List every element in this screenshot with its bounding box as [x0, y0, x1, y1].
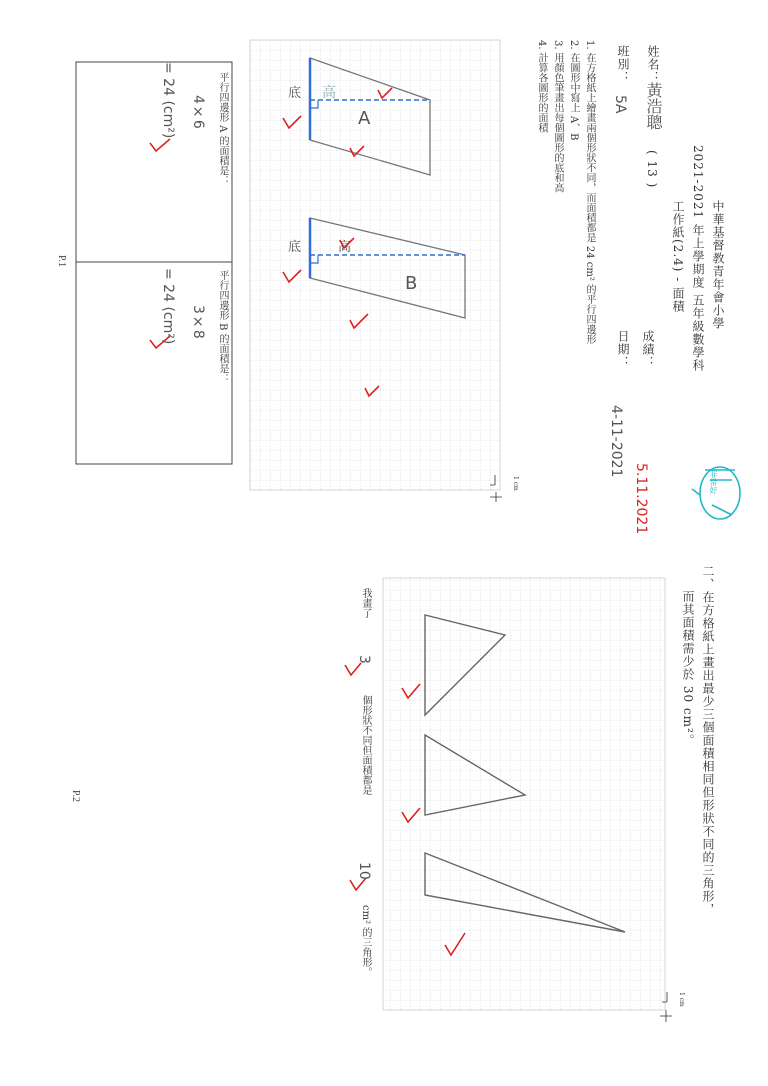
class-number: ( 13 ): [645, 150, 659, 189]
area-b-calc: 3×8: [190, 305, 206, 339]
page1-scale-label: 1 cm: [512, 476, 519, 491]
area-a-question: 平行四邊形 A 的面積是：: [217, 72, 228, 186]
answer-prefix: 我畫了: [360, 588, 371, 618]
stamp-text: 非常好: [709, 470, 718, 494]
area-a-calc: 4×6: [190, 95, 206, 129]
class-value: 5A: [612, 95, 628, 114]
height-a-label: 高: [322, 85, 336, 101]
date-label: 日期：: [616, 330, 630, 369]
instruction-4: 4. 計算各圖形的面積: [536, 40, 547, 133]
class-label: 班別：: [616, 45, 630, 84]
answer-suffix: cm² 的三角形。: [360, 905, 371, 978]
question-2-heading: 二、在方格紙上畫出最少三個面積相同但形狀不同的三角形，: [701, 565, 715, 916]
date-value: 4-11-2021: [608, 405, 624, 478]
area-b-question: 平行四邊形 B 的面積是：: [217, 270, 228, 384]
school-name: 中華基督教青年會小學: [711, 200, 725, 330]
instruction-3: 3. 用顏色筆畫出每個圖形的底和高: [552, 40, 563, 193]
question-2-line2: 而其面積需少於 30 cm²。: [681, 590, 695, 747]
shape-a-label: A: [358, 108, 371, 129]
answer-table: [76, 62, 232, 464]
height-b-label: 高: [338, 240, 352, 255]
page1-number: P.1: [56, 255, 67, 267]
base-b-label: 底: [288, 240, 302, 255]
area-a-result: = 24 (cm²): [160, 62, 176, 139]
shape-b-label: B: [405, 273, 418, 294]
score-value: 5.11.2021: [633, 463, 649, 535]
answer-middle: 個形狀不同但面積都是: [360, 695, 371, 795]
answer-count: 3: [356, 655, 372, 664]
page2-number: P.2: [70, 790, 81, 802]
page2-scale-label: 1 cm: [678, 992, 685, 1007]
worksheet-subtitle: 工作紙(2.4) - 面積: [671, 200, 685, 314]
page1-grid-paper: [250, 40, 500, 490]
answer-area: 10: [356, 862, 372, 880]
name-label: 姓名：: [646, 45, 660, 84]
base-a-label: 底: [288, 86, 302, 101]
instruction-2: 2. 在圖形中寫上 A、B: [568, 40, 579, 141]
worksheet-title: 2021-2021 年上學期度 五年級數學科: [691, 145, 705, 372]
instruction-1: 1. 在方格紙上繪畫兩個形狀不同，而面積都是 24 cm² 的平行四邊形: [584, 40, 595, 345]
area-b-result: = 24 (cm²): [160, 268, 176, 345]
score-label: 成績：: [641, 330, 655, 369]
name-value: 黃浩聰: [644, 82, 663, 130]
